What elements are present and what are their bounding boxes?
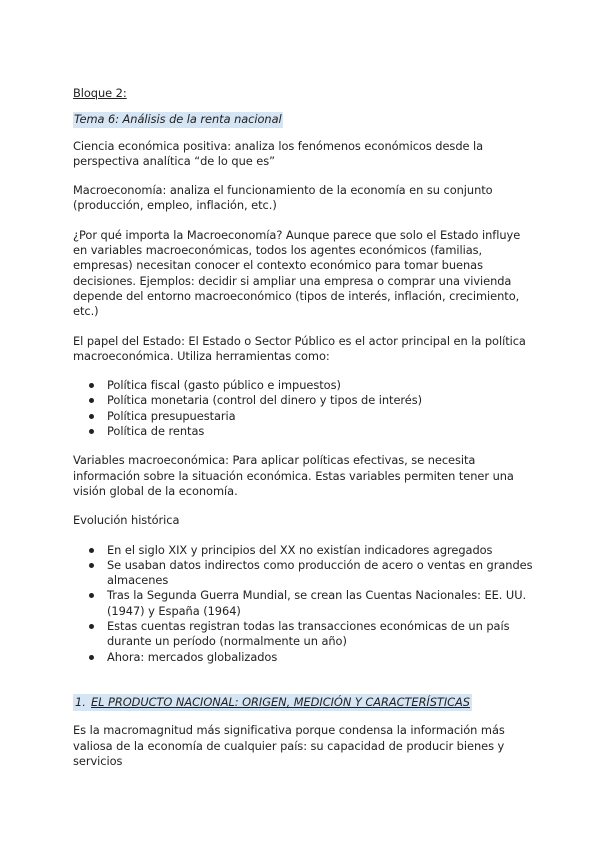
document-body [73, 86, 533, 769]
spacer [73, 439, 533, 453]
section-1-title: EL PRODUCTO NACIONAL: ORIGEN, MEDICIÓN Y CARACTERÍSTICAS [91, 694, 470, 709]
list-item: Tras la Segunda Guerra Mundial, se crean las Cuentas Nacionales: EE. UU. (1947) y España (1964) [73, 588, 533, 619]
politicas-list [73, 378, 533, 439]
tema-heading: Tema 6: Análisis de la renta nacional [74, 112, 282, 127]
spacer [73, 529, 533, 543]
paragraph-producto: Es la macromagnitud más significativa porque condensa la información más valiosa de la economía de cualquier país: su capacidad de producir bienes y servicios [73, 723, 505, 768]
paragraph-evolucion: Evolución histórica [73, 513, 180, 528]
spacer [73, 665, 533, 694]
paragraph-estado: El papel del Estado: El Estado o Sector Público es el actor principal en la política macroeconómica. Utiliza herramientas como: [73, 333, 526, 363]
paragraph-variables: Variables macroeconómica: Para aplicar políticas efectivas, se necesita información sobre la situación económica. Estas variables permiten tener una visión global de la economía. [73, 453, 514, 498]
section-1-number: 1. [75, 694, 86, 709]
list-item: Ahora: mercados globalizados [73, 650, 533, 665]
section-heading-wrap [73, 694, 533, 723]
list-item: Estas cuentas registran todas las transacciones económicas de un país durante un período (normalmente un año) [73, 619, 533, 650]
tema-heading-wrap [73, 112, 533, 138]
list-item: Política de rentas [73, 424, 533, 439]
paragraph-positiva: Ciencia económica positiva: analiza los fenómenos económicos desde la perspectiva analítica “de lo que es” [73, 138, 484, 168]
paragraph-macroeconomia: Macroeconomía: analiza el funcionamiento de la economía en su conjunto (producción, empleo, inflación, etc.) [73, 183, 493, 213]
bloque-heading: Bloque 2: [73, 86, 127, 100]
section-1-heading [73, 694, 472, 711]
list-item: Política presupuestaria [73, 409, 533, 424]
list-item: Política monetaria (control del dinero y tipos de interés) [73, 393, 533, 408]
list-item: En el siglo XIX y principios del XX no existían indicadores agregados [73, 543, 533, 558]
evolucion-list [73, 543, 533, 665]
list-item: Política fiscal (gasto público e impuestos) [73, 378, 533, 393]
list-item: Se usaban datos indirectos como producción de acero o ventas en grandes almacenes [73, 558, 533, 589]
paragraph-importa: ¿Por qué importa la Macroeconomía? Aunque parece que solo el Estado influye en variables macroeconómicas, todos los agentes económicos (familias, empresas) necesitan conocer el contexto económico para tomar buenas decisiones. Ejemplos: decidir si ampliar una empresa o comprar una vivienda depende del entorno macroeconómico (tipos de interés, inflación, crecimiento, etc.) [73, 227, 521, 319]
spacer [73, 364, 533, 378]
